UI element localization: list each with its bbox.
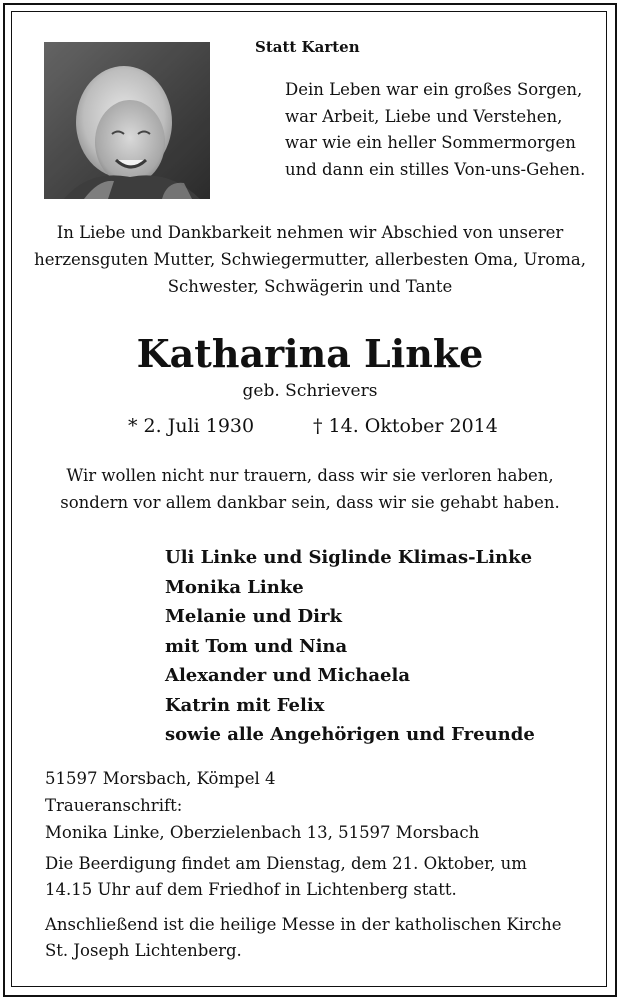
poem-line: war wie ein heller Sommermorgen	[285, 133, 576, 152]
quote-line: Wir wollen nicht nur trauern, dass wir sie verloren haben,	[66, 466, 554, 485]
birth-name: geb. Schrievers	[242, 381, 378, 401]
intro-line: In Liebe und Dankbarkeit nehmen wir Abschied von unserer	[56, 223, 564, 242]
mourner-line: Uli Linke und Siglinde Klimas-Linke	[165, 547, 533, 568]
intro-line: Schwester, Schwägerin und Tante	[167, 277, 453, 296]
address-line: 51597 Morsbach, Kömpel 4	[45, 769, 276, 788]
mourner-line: Alexander und Michaela	[165, 665, 410, 686]
poem-line: Dein Leben war ein großes Sorgen,	[285, 80, 583, 99]
mass-info	[45, 912, 562, 964]
portrait-photo	[44, 42, 210, 199]
mourner-line: sowie alle Angehörigen und Freunde	[165, 724, 535, 745]
mass-line: St. Joseph Lichtenberg.	[45, 941, 242, 960]
intro-text	[0, 219, 620, 300]
poem-line: und dann ein stilles Von-uns-Gehen.	[285, 159, 586, 179]
mass-line: Anschließend ist die heilige Messe in der katholischen Kirche	[45, 915, 562, 934]
funeral-line: 14.15 Uhr auf dem Friedhof in Lichtenberg statt.	[45, 880, 457, 899]
quote	[0, 462, 620, 516]
poem-line: war Arbeit, Liebe und Verstehen,	[285, 106, 563, 126]
poem	[285, 77, 585, 183]
mourner-line: Monika Linke	[165, 576, 304, 598]
death-date: † 14. Oktober 2014	[313, 415, 498, 437]
address-block	[45, 765, 479, 846]
mourners-list	[165, 543, 535, 750]
funeral-line: Die Beerdigung findet am Dienstag, dem 21. Oktober, um	[45, 854, 527, 873]
mourner-line: Melanie und Dirk	[165, 606, 342, 627]
mourner-line: Katrin mit Felix	[165, 694, 325, 716]
statt-karten-heading: Statt Karten	[255, 38, 360, 56]
mourner-line: mit Tom und Nina	[165, 635, 348, 657]
birth-date: * 2. Juli 1930	[128, 415, 255, 437]
funeral-info	[45, 851, 527, 903]
address-line: Monika Linke, Oberzielenbach 13, 51597 Morsbach	[45, 823, 480, 842]
deceased-name: Katharina Linke	[136, 331, 484, 376]
address-line: Traueranschrift:	[45, 796, 183, 815]
intro-line: herzensguten Mutter, Schwiegermutter, allerbesten Oma, Uroma,	[34, 250, 586, 269]
quote-line: sondern vor allem dankbar sein, dass wir sie gehabt haben.	[60, 493, 560, 512]
